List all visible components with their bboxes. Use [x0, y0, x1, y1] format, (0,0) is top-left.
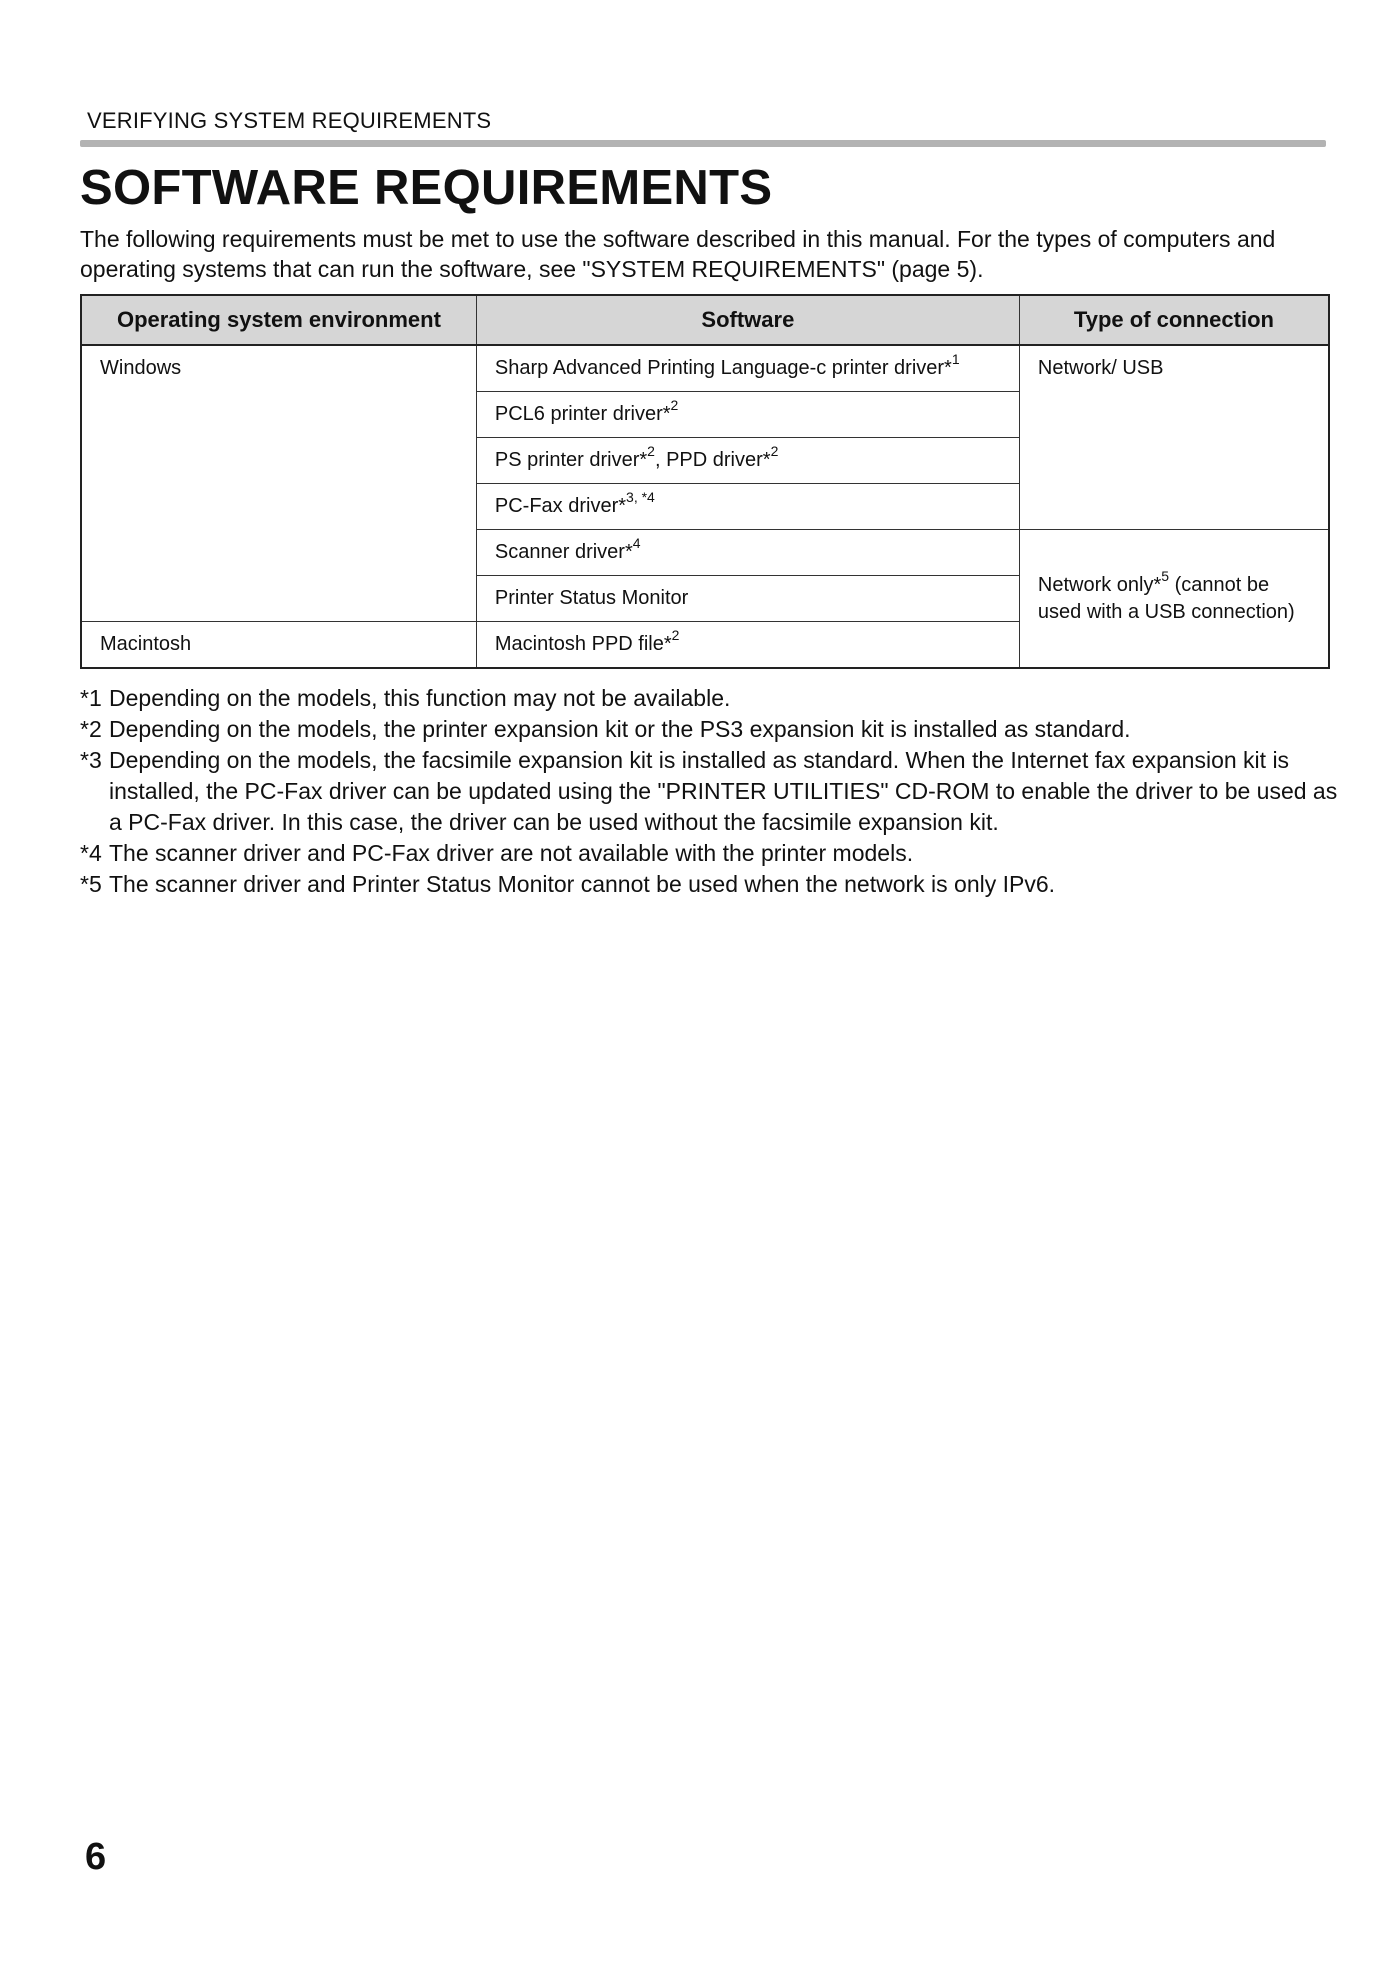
header-software: Software	[476, 295, 1019, 345]
os-windows-cell	[81, 345, 476, 622]
software-cell	[476, 622, 1019, 669]
footnote-ref: 2	[670, 397, 679, 414]
footnote-mark: *2	[80, 716, 102, 742]
footnote-text: Depending on the models, the facsimile expansion kit is installed as standard. When the Internet fax expansion kit is installed, the PC-Fax driver can be updated using the "PRINTER UTILITIES" CD-ROM to enable the driver to be used as a PC-Fax driver. In this case, the driver can be used without the facsimile expansion kit.	[109, 747, 1338, 835]
footnote-text: Depending on the models, the printer expansion kit or the PS3 expansion kit is installed as standard.	[109, 716, 1131, 742]
page-number: 6	[85, 1836, 107, 1878]
software-name: PC-Fax driver*	[494, 495, 627, 517]
connection-network-usb-cell	[1019, 345, 1329, 530]
footnote-ref: 2	[770, 443, 779, 460]
footnote-ref: 3, *4	[626, 489, 655, 506]
connection-network-usb: Network/ USB	[1037, 357, 1164, 379]
footnote-ref: 1	[951, 351, 960, 368]
footnote-ref: 5	[1161, 567, 1170, 584]
footnote-mark: *4	[80, 840, 102, 866]
footnotes	[80, 683, 1340, 900]
software-cell	[476, 438, 1019, 484]
software-name: PCL6 printer driver*	[494, 403, 671, 425]
footnote-text: The scanner driver and Printer Status Monitor cannot be used when the network is only IPv6.	[109, 871, 1056, 897]
software-name-suffix: , PPD driver*	[654, 449, 771, 471]
os-macintosh: Macintosh	[100, 633, 192, 655]
footnote-text: The scanner driver and PC-Fax driver are not available with the printer models.	[109, 840, 914, 866]
software-name: PS printer driver*	[494, 449, 648, 471]
connection-network-only: Network only*	[1037, 573, 1162, 596]
software-name: Macintosh PPD file*	[494, 633, 672, 655]
footnote-mark: *5	[80, 871, 102, 897]
connection-network-only-note: (cannot be used with a USB connection)	[1037, 573, 1295, 623]
footnote	[80, 869, 1340, 900]
software-cell	[476, 530, 1019, 576]
section-header: VERIFYING SYSTEM REQUIREMENTS	[87, 108, 492, 133]
software-cell	[476, 484, 1019, 530]
header-connection-type: Type of connection	[1019, 295, 1329, 345]
footnote	[80, 714, 1340, 745]
connection-network-only-cell	[1019, 530, 1329, 669]
software-cell	[476, 345, 1019, 392]
page-title: SOFTWARE REQUIREMENTS	[80, 161, 773, 215]
software-name: Scanner driver*	[494, 541, 633, 563]
footnote	[80, 683, 1340, 714]
header-os-environment: Operating system environment	[81, 295, 476, 345]
footnote-ref: 2	[647, 443, 655, 460]
table-header-row	[81, 295, 1329, 345]
os-windows: Windows	[100, 357, 182, 379]
footnote-mark: *3	[80, 747, 102, 773]
footnote-mark: *1	[80, 685, 102, 711]
software-name: Printer Status Monitor	[494, 587, 689, 609]
intro-paragraph: The following requirements must be met to use the software described in this manual. For the types of computers and operating systems that can run the software, see "SYSTEM REQUIREMENTS" (page 5).	[80, 226, 1276, 282]
table-row	[81, 345, 1329, 392]
footnote	[80, 838, 1340, 869]
footnote-text: Depending on the models, this function may not be available.	[109, 685, 731, 711]
footnote-ref: 2	[671, 627, 680, 644]
header-rule	[80, 140, 1326, 147]
software-requirements-table	[80, 294, 1330, 669]
software-cell	[476, 576, 1019, 622]
footnote	[80, 745, 1340, 838]
software-cell	[476, 392, 1019, 438]
footnote-ref: 4	[632, 535, 641, 552]
os-macintosh-cell	[81, 622, 476, 669]
software-name: Sharp Advanced Printing Language-c printer driver*	[494, 357, 952, 379]
